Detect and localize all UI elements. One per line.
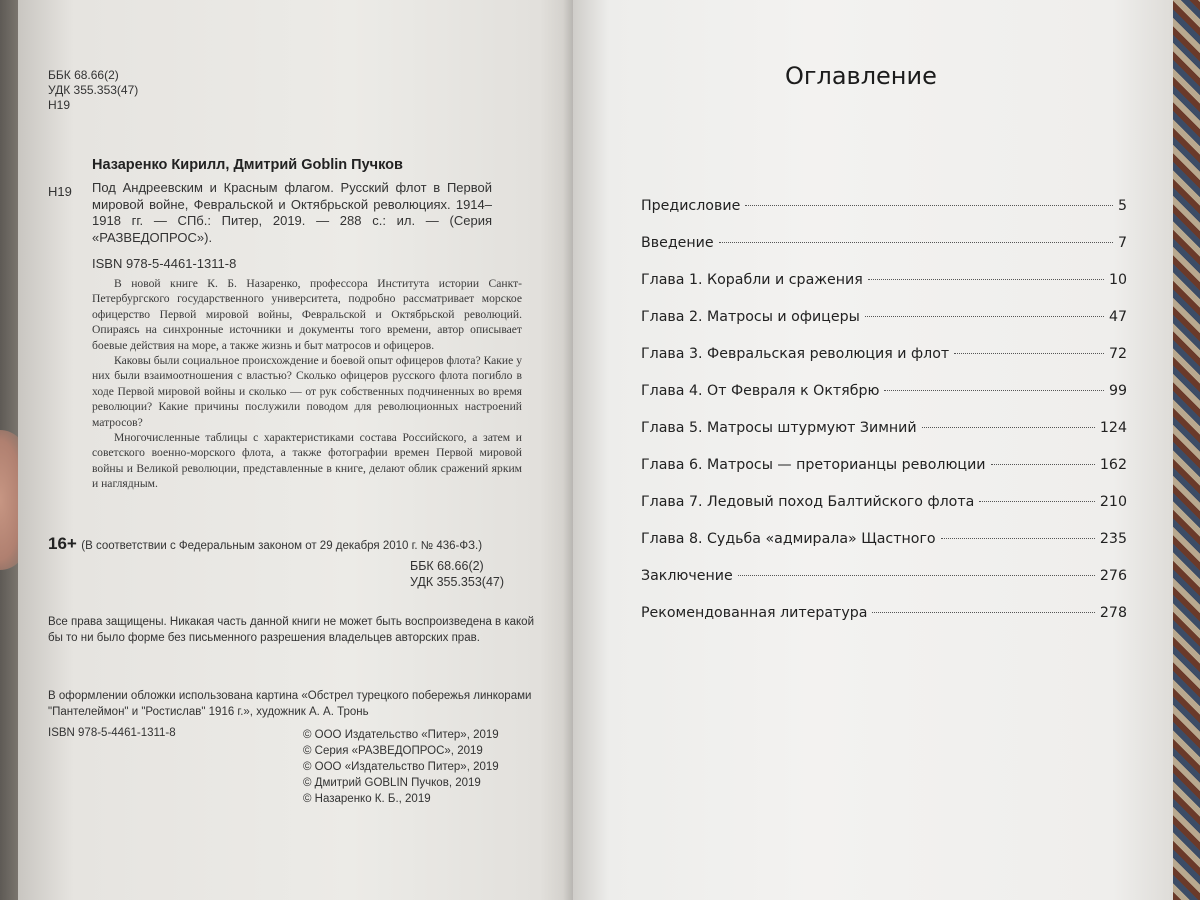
toc-entry [641, 272, 1127, 309]
copyright-line: © Назаренко К. Б., 2019 [303, 793, 431, 805]
toc-dot-leader [954, 353, 1104, 354]
copyright-list [303, 727, 499, 807]
toc-entry-label: Глава 7. Ледовый поход Балтийского флота [641, 494, 975, 510]
toc-dot-leader [922, 427, 1095, 428]
toc-entry-page: 278 [1099, 605, 1127, 621]
age-rating [48, 534, 482, 554]
contents-page [573, 0, 1173, 900]
toc-entry-page: 72 [1108, 346, 1127, 362]
toc-dot-leader [941, 538, 1095, 539]
toc-entry-label: Рекомендованная литература [641, 605, 868, 621]
toc-entry [641, 605, 1127, 642]
toc-entry-label: Глава 4. От Февраля к Октябрю [641, 383, 880, 399]
udk-code: УДК 355.353(47) [410, 575, 505, 589]
toc-entry [641, 198, 1127, 235]
toc-entry-page: 276 [1099, 568, 1127, 584]
contents-title: Оглавление [785, 62, 937, 90]
bbk-code: ББК 68.66(2) [48, 68, 119, 82]
toc-entry-label: Глава 2. Матросы и офицеры [641, 309, 860, 325]
toc-entry-page: 99 [1108, 383, 1127, 399]
toc-entry-label: Глава 1. Корабли и сражения [641, 272, 863, 288]
toc-dot-leader [979, 501, 1095, 502]
isbn-bottom: ISBN 978-5-4461-1311-8 [48, 727, 176, 739]
copyright-line: © Серия «РАЗВЕДОПРОС», 2019 [303, 745, 483, 757]
toc-entry-page: 10 [1108, 272, 1127, 288]
table-of-contents [641, 198, 1127, 642]
toc-entry-label: Введение [641, 235, 714, 251]
toc-entry-page: 162 [1099, 457, 1127, 473]
toc-entry [641, 568, 1127, 605]
age-law-note: (В соответствии с Федеральным законом от 29 декабря 2010 г. № 436-ФЗ.) [81, 540, 483, 552]
toc-entry-label: Предисловие [641, 198, 741, 214]
toc-entry-page: 124 [1099, 420, 1127, 436]
toc-entry [641, 346, 1127, 383]
toc-entry-page: 47 [1108, 309, 1127, 325]
toc-entry-label: Глава 5. Матросы штурмуют Зимний [641, 420, 917, 436]
classification-codes-top [48, 68, 138, 113]
classification-codes-bottom [410, 558, 504, 590]
toc-entry [641, 531, 1127, 568]
toc-dot-leader [865, 316, 1104, 317]
isbn: ISBN 978-5-4461-1311-8 [92, 256, 237, 271]
toc-entry-page: 210 [1099, 494, 1127, 510]
rights-notice: Все права защищены. Никакая часть данной книги не может быть воспроизведена в какой бы то ни было форме без письменного разрешения владельцев авторских прав. [48, 616, 534, 644]
toc-entry [641, 309, 1127, 346]
toc-entry [641, 235, 1127, 272]
background-fabric [1173, 0, 1200, 900]
author-line: Назаренко Кирилл, Дмитрий Goblin Пучков [92, 157, 403, 173]
copyright-line: © Дмитрий GOBLIN Пучков, 2019 [303, 777, 481, 789]
bbk-code: ББК 68.66(2) [410, 559, 484, 573]
copyright-line: © ООО «Издательство Питер», 2019 [303, 761, 499, 773]
toc-dot-leader [745, 205, 1113, 206]
age-badge: 16+ [48, 534, 77, 553]
toc-entry [641, 420, 1127, 457]
bibliographic-description: Под Андреевским и Красным флагом. Русский флот в Первой мировой войне, Февральской и Октябрьской революциях. 1914–1918 гг. — СПб.: Питер, 2019. — 288 с.: ил. — (Серия «РАЗВЕДОПРОС»). [92, 180, 492, 245]
toc-dot-leader [872, 612, 1094, 613]
author-mark: Н19 [48, 98, 71, 112]
toc-entry-label: Глава 3. Февральская революция и флот [641, 346, 950, 362]
annotation [92, 276, 522, 492]
toc-entry-label: Заключение [641, 568, 733, 584]
toc-entry-page: 7 [1117, 235, 1127, 251]
toc-entry-page: 235 [1099, 531, 1127, 547]
udk-code: УДК 355.353(47) [48, 83, 139, 97]
toc-entry-label: Глава 8. Судьба «адмирала» Щастного [641, 531, 936, 547]
toc-entry-label: Глава 6. Матросы — преторианцы революции [641, 457, 986, 473]
annotation-paragraph: Многочисленные таблицы с характеристиками состава Российского, а затем и советского военно-морского флота, а также фотографии времен Первой мировой войны и Великой революции, представленные в книге, делают облик сражений ярким и наглядным. [92, 431, 522, 491]
cover-note: В оформлении обложки использована картина «Обстрел турецкого побережья линкорами "Пантелеймон" и "Ростислав" 1916 г.», художник А. А. Тронь [48, 690, 532, 718]
toc-entry-page: 5 [1117, 198, 1127, 214]
toc-dot-leader [991, 464, 1095, 465]
toc-entry [641, 383, 1127, 420]
shelf-mark: Н19 [48, 184, 72, 199]
annotation-paragraph: В новой книге К. Б. Назаренко, профессора Института истории Санкт-Петербургского государственного университета, подробно рассматривает морское офицерство Первой мировой войны, Февральской и Октябрьской революций. Опираясь на синхронные источники и документы того времени, автор описывает боевые действия на море, а также жизнь и быт матросов и офицеров. [92, 277, 522, 352]
imprint-page [18, 0, 573, 900]
toc-dot-leader [738, 575, 1095, 576]
toc-dot-leader [868, 279, 1104, 280]
toc-dot-leader [884, 390, 1104, 391]
annotation-paragraph: Каковы были социальное происхождение и боевой опыт офицеров флота? Какие у них были взаимоотношения с властью? Сколько офицеров русского флота погибло в ходе Первой мировой войны и сколько — от рук собственных подчиненных во время революции? Какие причины послужили поводом для революционных настроений матросов? [92, 354, 522, 429]
copyright-line: © ООО Издательство «Питер», 2019 [303, 729, 499, 741]
toc-entry [641, 494, 1127, 531]
toc-entry [641, 457, 1127, 494]
toc-dot-leader [719, 242, 1113, 243]
